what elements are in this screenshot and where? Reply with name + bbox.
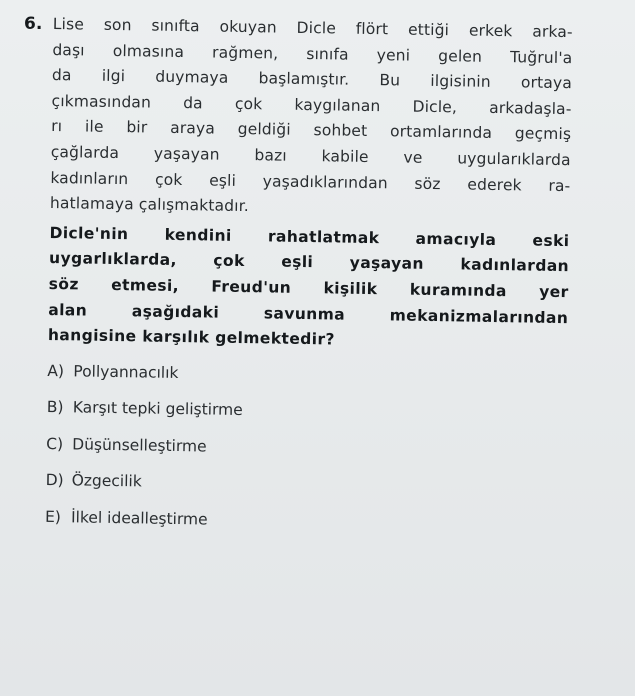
stem-line: kadınların çok eşli yaşadıklarından söz ederek ra- <box>50 168 571 195</box>
question-block <box>45 12 573 543</box>
stem-line: Lise son sınıfta okuyan Dicle flört ettiği erkek arka- <box>52 14 573 42</box>
stem-line: rı ile bir araya geldiği sohbet ortamlarında geçmiş <box>51 117 572 144</box>
option-letter: B) <box>46 398 64 417</box>
stem-line: çağlarda yaşayan bazı kabile ve uygularıklarda <box>50 142 571 170</box>
question-stem <box>50 12 573 225</box>
prompt-line: Dicle'nin kendini rahatlatmak amacıyla eski <box>49 223 570 250</box>
stem-line: hatlamaya çalışmaktadır. <box>49 194 250 216</box>
stem-line: da ilgi duymaya başlamıştır. Bu ilgisinin ortaya <box>51 66 573 93</box>
option-e[interactable] <box>45 499 566 544</box>
prompt-line: uygarlıklarda, çok eşli yaşayan kadınlardan <box>48 249 570 276</box>
stem-line: çıkmasından da çok kaygılanan Dicle, arkadaşla- <box>51 91 572 118</box>
question-prompt <box>48 221 570 357</box>
option-text: Düşünselleştirme <box>72 435 207 456</box>
stem-line: daşı olmasına rağmen, sınıfa yeni gelen Tuğrul'a <box>52 40 573 67</box>
answer-options <box>45 353 568 544</box>
option-letter: D) <box>45 471 64 490</box>
option-text: İlkel idealleştirme <box>70 508 208 529</box>
option-text: Özgecilik <box>71 471 142 491</box>
option-text: Pollyannacılık <box>73 362 179 382</box>
prompt-line: hangisine karşılık gelmektedir? <box>47 326 335 349</box>
question-number: 6. <box>24 14 43 34</box>
option-letter: A) <box>47 361 65 380</box>
option-letter: E) <box>44 507 62 526</box>
option-letter: C) <box>46 434 64 453</box>
prompt-line: alan aşağıdaki savunma mekanizmalarından <box>48 300 569 327</box>
option-text: Karşıt tepki geliştirme <box>72 398 243 420</box>
prompt-line: söz etmesi, Freud'un kişilik kuramında yer <box>48 274 569 302</box>
